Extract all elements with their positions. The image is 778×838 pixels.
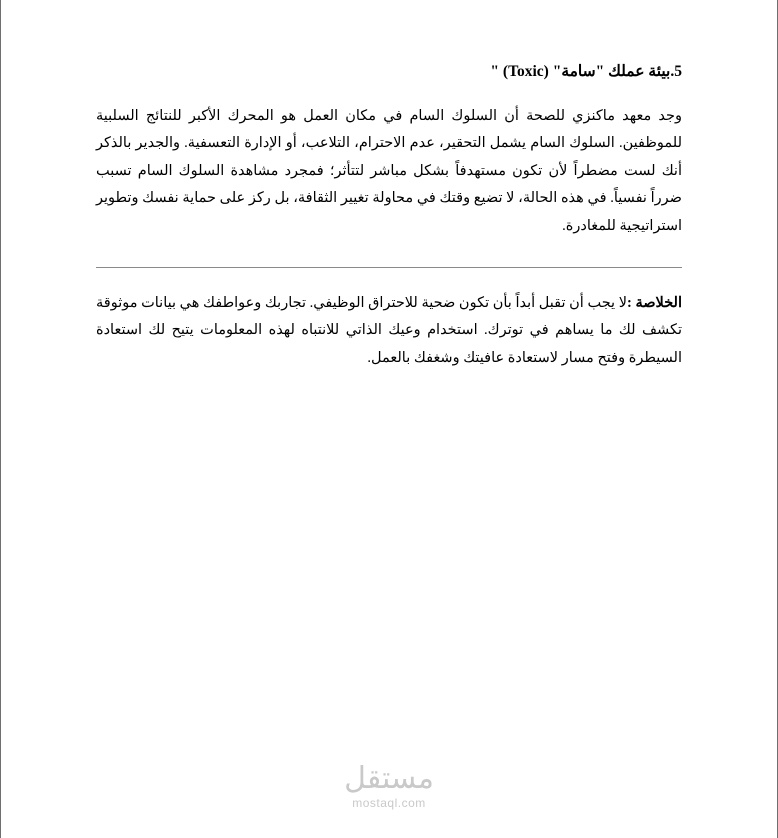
body-paragraph: وجد معهد ماكنزي للصحة أن السلوك السام في مكان العمل هو المحرك الأكبر للنتائج السلبية للموظفين. السلوك السام يشمل التحقير، عدم الاحترام، التلاعب، أو الإدارة التعسفية. والجدير بالذكر أنك لست مضطراً لأن تكون مستهدفاً بشكل مباشر لتتأثر؛ فمجرد مشاهدة السلوك السام تسبب ضرراً نفسياً. في هذه الحالة، لا تضيع وقتك في محاولة تغيير الثقافة، بل ركز على حماية نفسك وتطوير استراتيجية للمغادرة. [96,107,682,234]
page-left-rule [0,0,1,838]
watermark-url: mostaql.com [352,796,426,810]
summary-label: الخلاصة : [627,294,683,311]
mostaql-watermark [0,761,778,810]
summary-text: لا يجب أن تقبل أبداً بأن تكون ضحية للاحتراق الوظيفي. تجاربك وعواطفك هي بيانات موثوقة تكشف لك ما يساهم في توترك. استخدام وعيك الذاتي للانتباه لهذه المعلومات يتيح لك استعادة السيطرة وفتح مسار لاستعادة عافيتك وشغفك بالعمل. [96,294,682,366]
summary-paragraph [96,290,682,373]
section-heading: 5.بيئة عملك "سامة" (Toxic) " [490,63,682,80]
section-divider [96,267,682,268]
document-content [96,60,682,372]
watermark-wordmark: مستقل [344,761,434,796]
